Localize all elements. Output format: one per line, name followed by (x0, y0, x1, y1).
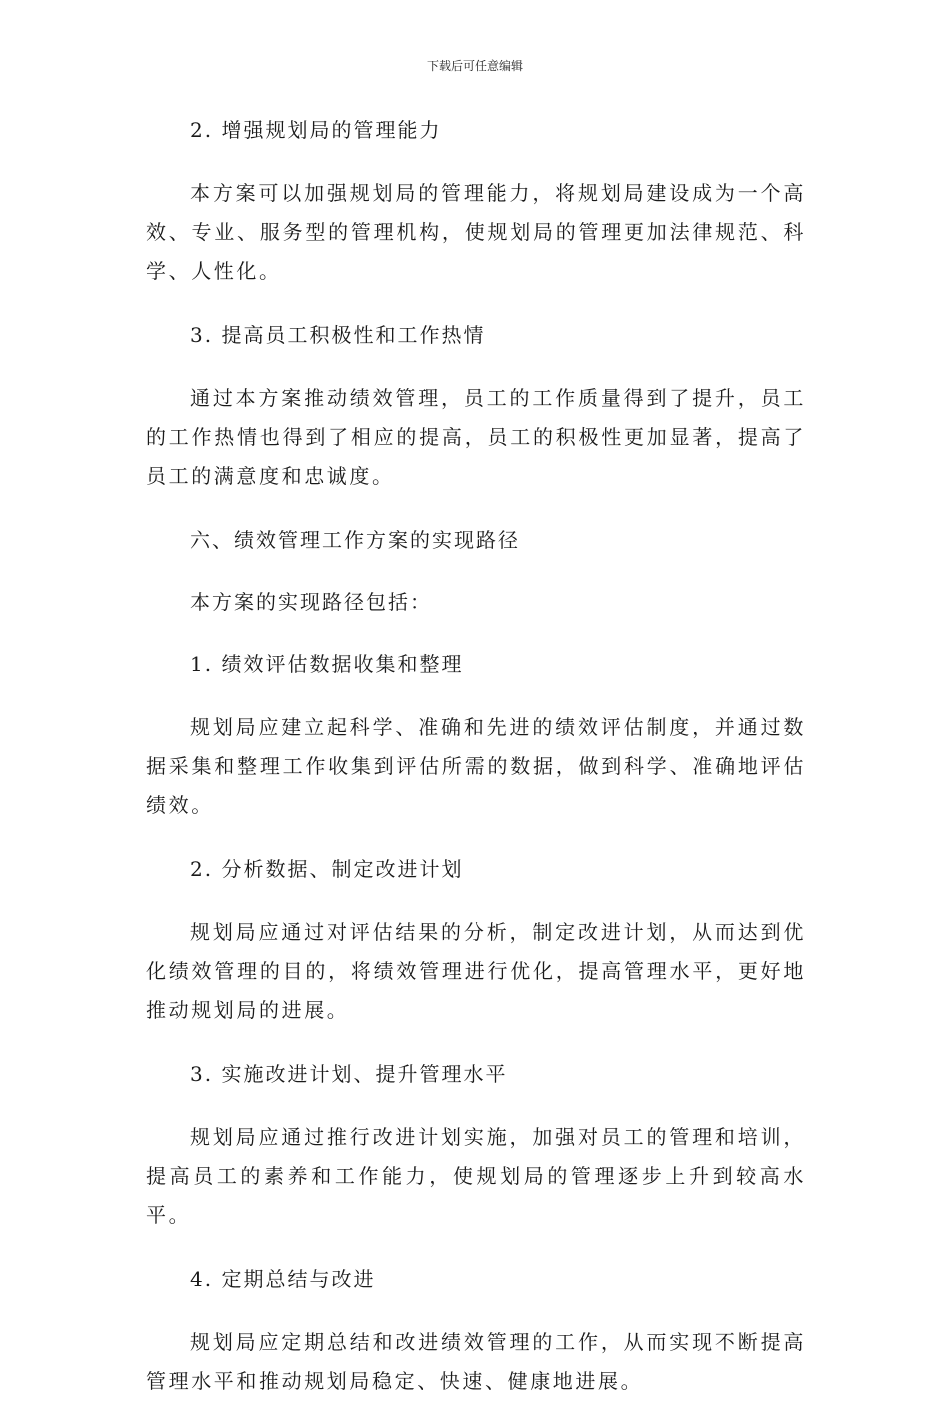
section-heading-implement-plan: 3. 实施改进计划、提升管理水平 (190, 1062, 508, 1086)
section-heading-employee-motivation: 3. 提高员工积极性和工作热情 (190, 323, 486, 347)
paragraph-review-improve: 规划局应定期总结和改进绩效管理的工作，从而实现不断提高管理水平和推动规划局稳定、快速、健康地进展。 (146, 1330, 806, 1393)
section-heading-review-improve: 4. 定期总结与改进 (190, 1267, 376, 1291)
paragraph-employee-motivation: 通过本方案推动绩效管理，员工的工作质量得到了提升，员工的工作热情也得到了相应的提高，员工的积极性更加显著，提高了员工的满意度和忠诚度。 (146, 386, 806, 488)
intro-line-path-includes: 本方案的实现路径包括： (190, 590, 432, 614)
chapter-heading-implementation-path: 六、绩效管理工作方案的实现路径 (190, 528, 520, 552)
document-body (146, 112, 806, 1427)
paragraph-data-collection: 规划局应建立起科学、准确和先进的绩效评估制度，并通过数据采集和整理工作收集到评估所需的数据，做到科学、准确地评估绩效。 (146, 715, 806, 817)
paragraph-improve-management: 本方案可以加强规划局的管理能力，将规划局建设成为一个高效、专业、服务型的管理机构，使规划局的管理更加法律规范、科学、人性化。 (146, 181, 806, 283)
section-heading-improve-management: 2. 增强规划局的管理能力 (190, 118, 442, 142)
section-heading-analyze-plan: 2. 分析数据、制定改进计划 (190, 857, 464, 881)
paragraph-implement-plan: 规划局应通过推行改进计划实施，加强对员工的管理和培训，提高员工的素养和工作能力，使规划局的管理逐步上升到较高水平。 (146, 1125, 806, 1227)
paragraph-analyze-plan: 规划局应通过对评估结果的分析，制定改进计划，从而达到优化绩效管理的目的，将绩效管理进行优化，提高管理水平，更好地推动规划局的进展。 (146, 920, 806, 1022)
section-heading-data-collection: 1. 绩效评估数据收集和整理 (190, 652, 464, 676)
page-header: 下载后可任意编辑 (426, 59, 523, 73)
